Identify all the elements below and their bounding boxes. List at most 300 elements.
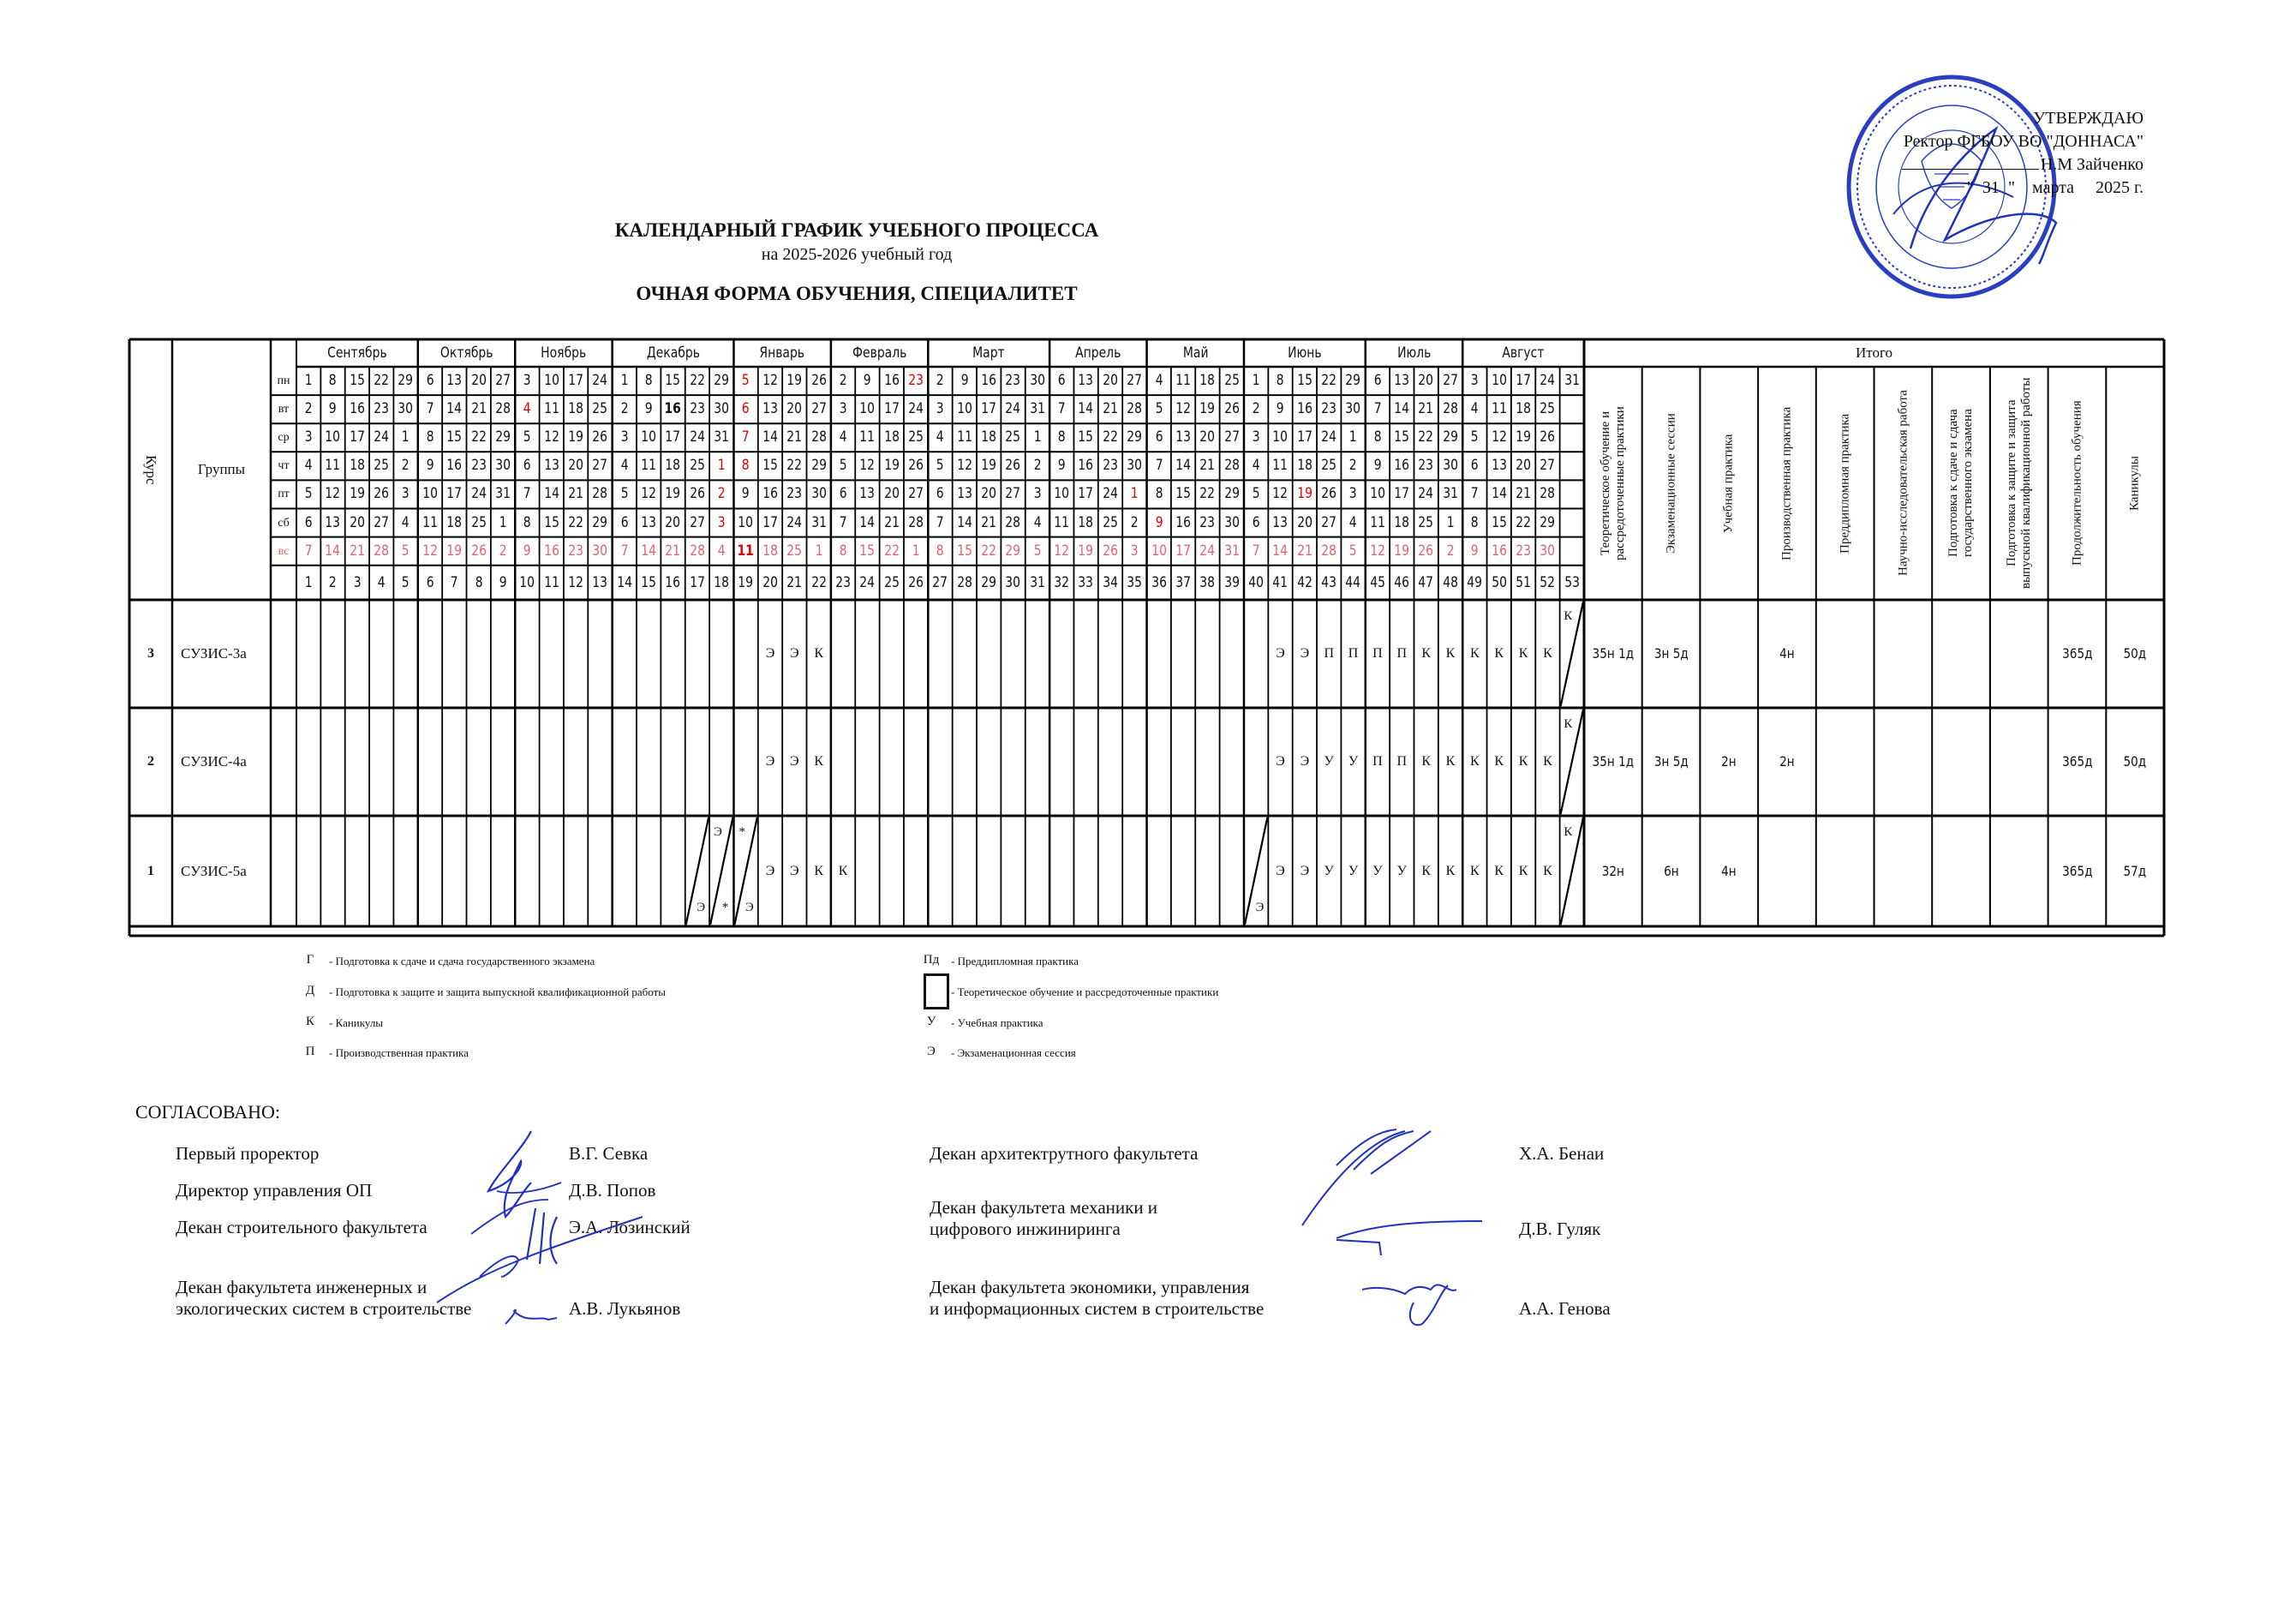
calendar-day: 5 [304,485,313,503]
calendar-day: 14 [1491,485,1507,503]
totals-column-header-7: Подготовка к сдаче и сдача государственного экзамена [1946,409,1976,558]
calendar-day: 28 [690,542,705,560]
calendar-day: 16 [1394,457,1410,475]
calendar-day: 26 [470,542,487,560]
calendar-day: 15 [543,513,559,531]
calendar-day: 19 [1296,485,1312,503]
calendar-day: 14 [641,542,657,560]
calendar-day: 2 [499,542,507,560]
calendar-day: 13 [762,400,778,418]
calendar-day: 20 [1103,372,1118,389]
signatory-position: цифрового инжиниринга [930,1219,1121,1239]
calendar-day: 7 [1252,542,1260,560]
calendar-day: 28 [1223,457,1240,475]
calendar-day: 10 [1054,485,1070,503]
calendar-day: 1 [1349,428,1358,446]
calendar-day: 13 [446,372,463,389]
calendar-day: 5 [1033,542,1042,560]
week-activity-cell: П [1372,646,1383,661]
calendar-day: 15 [762,457,778,475]
signatory-name: Д.В. Попов [569,1180,656,1201]
calendar-day: 18 [446,513,463,531]
weekday-label: сб [278,516,290,530]
split-cell-bottom: Э [1255,901,1265,914]
calendar-day: 19 [883,457,900,475]
calendar-day: 11 [859,428,876,446]
calendar-day: 23 [1418,457,1434,475]
week-number: 15 [641,574,657,591]
calendar-day: 28 [908,513,924,531]
calendar-day: 11 [641,457,657,475]
week-number: 32 [1054,574,1070,591]
calendar-day: 29 [1345,372,1361,389]
calendar-day: 12 [1272,485,1289,503]
calendar-day: 6 [1155,428,1163,446]
week-number: 25 [883,574,900,591]
calendar-day: 13 [1491,457,1507,475]
signatory-position: Декан строительного факультета [176,1217,428,1237]
calendar-day: 1 [912,542,920,560]
row-total-value: 57д [2123,863,2147,879]
calendar-day: 27 [1443,372,1458,389]
calendar-day: 2 [1130,513,1139,531]
calendar-day: 11 [1272,457,1289,475]
week-activity-cell: К [1445,754,1456,769]
calendar-day: 22 [568,513,583,531]
calendar-day: 26 [1321,485,1337,503]
week-number: 31 [1030,574,1045,591]
calendar-day: 21 [1199,457,1216,475]
week-number: 52 [1540,574,1556,591]
week-activity-cell: Э [765,864,775,878]
calendar-day: 10 [859,400,876,418]
row-total-value: 50д [2123,753,2147,770]
week-number: 26 [908,574,924,591]
month-header-2: Октябрь [439,344,493,362]
calendar-day: 5 [1252,485,1260,503]
calendar-day: 4 [304,457,313,475]
calendar-day: 28 [495,400,511,418]
calendar-day: 1 [1252,372,1260,389]
calendar-day: 28 [592,485,608,503]
calendar-day: 24 [786,513,803,531]
week-number: 4 [377,574,386,591]
calendar-day: 21 [1418,400,1434,418]
calendar-day: 30 [810,485,827,503]
week-number: 9 [499,574,507,591]
calendar-day: 27 [495,372,511,389]
calendar-day: 10 [543,372,559,389]
calendar-day: 5 [1349,542,1358,560]
calendar-day: 24 [1540,372,1556,389]
week-number: 20 [762,574,778,591]
totals-column-header-1: Теоретическое обучение и рассредоточенные практики [1598,406,1627,560]
calendar-day: 10 [1151,542,1167,560]
calendar-day: 23 [690,400,705,418]
calendar-day: 5 [1155,400,1163,418]
row-group-name: СУЗИС-3а [181,645,247,662]
calendar-day: 18 [1199,372,1216,389]
row-kurs: 2 [147,754,154,769]
week-activity-cell: К [838,864,848,878]
month-header-8: Апрель [1075,344,1121,362]
calendar-day: 17 [446,485,463,503]
calendar-day: 22 [883,542,900,560]
month-header-10: Июнь [1288,344,1322,362]
week-activity-cell: К [814,864,824,878]
week-activity-cell: К [1494,754,1504,769]
calendar-day: 26 [908,457,924,475]
signatory-position: Директор управления ОП [176,1180,373,1201]
calendar-day: 22 [786,457,803,475]
calendar-day: 4 [1155,372,1163,389]
calendar-day: 15 [1394,428,1410,446]
calendar-day: 6 [523,457,531,475]
calendar-day: 11 [1370,513,1385,531]
week-number: 2 [329,574,337,591]
calendar-day: 29 [592,513,608,531]
calendar-day: 15 [446,428,463,446]
week-activity-cell: Э [790,754,799,769]
calendar-day: 5 [523,428,531,446]
split-cell-bottom: Э [744,901,754,914]
calendar-day: 4 [1470,400,1479,418]
week-number: 14 [616,574,632,591]
signatures-right [1285,1123,1508,1337]
month-header-1: Сентябрь [327,344,387,362]
week-activity-cell: Э [1276,754,1285,769]
signatory-name: Э.А. Лозинский [569,1217,691,1237]
week-number: 1 [304,574,313,591]
row-total-value: 365д [2061,863,2093,879]
split-cell-top: К [1564,825,1573,839]
calendar-day: 8 [523,513,531,531]
calendar-day: 21 [1516,485,1531,503]
calendar-day: 20 [981,485,997,503]
weekday-label: чт [278,459,290,473]
calendar-day: 13 [956,485,972,503]
calendar-day: 1 [717,457,726,475]
calendar-day: 22 [470,428,487,446]
calendar-day: 9 [742,485,750,503]
row-kurs: 3 [147,646,154,661]
week-activity-cell: Э [765,646,775,661]
calendar-day: 12 [1054,542,1070,560]
calendar-day: 23 [568,542,583,560]
split-cell-bottom: * [721,901,729,914]
calendar-day: 18 [1516,400,1531,418]
calendar-day: 2 [1033,457,1042,475]
calendar-day: 2 [839,372,847,389]
calendar-day: 14 [1078,400,1094,418]
legend-symbol: Э [927,1045,936,1058]
calendar-day: 29 [1443,428,1458,446]
calendar-day: 20 [1418,372,1434,389]
week-number: 49 [1467,574,1483,591]
calendar-day: 3 [304,428,313,446]
week-activity-cell: Э [1300,864,1310,878]
calendar-day: 18 [981,428,997,446]
calendar-day: 11 [1054,513,1070,531]
calendar-day: 4 [523,400,531,418]
signatory-name: В.Г. Севка [569,1143,649,1164]
calendar-day: 23 [908,372,924,389]
signatory-name: А.В. Лукьянов [569,1298,681,1319]
week-number: 33 [1078,574,1094,591]
calendar-day: 3 [1470,372,1479,389]
week-activity-cell: Э [1300,754,1310,769]
legend-symbol: П [305,1045,315,1058]
week-activity-cell: К [1470,864,1480,878]
row-total-value: 3н 5д [1653,645,1689,662]
calendar-day: 17 [762,513,778,531]
calendar-day: 7 [304,542,313,560]
weekday-label: пт [278,488,290,501]
calendar-day: 2 [402,457,410,475]
calendar-day: 26 [592,428,608,446]
calendar-day: 24 [470,485,487,503]
calendar-day: 2 [717,485,726,503]
calendar-day: 30 [1540,542,1556,560]
calendar-day: 9 [1277,400,1284,418]
calendar-day: 8 [1470,513,1479,531]
calendar-day: 28 [1005,513,1021,531]
week-activity-cell: К [1494,864,1504,878]
week-number: 27 [932,574,948,591]
calendar-day: 23 [1516,542,1531,560]
calendar-day: 12 [641,485,657,503]
week-activity-cell: К [1518,754,1528,769]
calendar-day: 27 [374,513,390,531]
weekday-label: вс [278,544,290,558]
calendar-day: 25 [908,428,924,446]
week-activity-cell: К [1445,646,1456,661]
calendar-day: 24 [1005,400,1021,418]
calendar-day: 13 [1394,372,1410,389]
week-number: 16 [665,574,681,591]
calendar-day: 1 [1130,485,1139,503]
week-activity-cell: К [1421,646,1431,661]
calendar-day: 9 [1373,457,1382,475]
row-total-value: 3н 5д [1653,753,1689,770]
calendar-day: 13 [1175,428,1191,446]
totals-column-header-5: Преддипломная практика [1838,413,1852,554]
calendar-day: 21 [568,485,583,503]
week-number: 39 [1223,574,1240,591]
calendar-day: 16 [883,372,900,389]
calendar-day: 20 [349,513,365,531]
week-number: 36 [1151,574,1167,591]
approval-date: " 31 " марта 2025 г. [1966,178,2144,197]
week-number: 34 [1103,574,1118,591]
calendar-day: 19 [446,542,463,560]
calendar-day: 11 [325,457,341,475]
week-activity-cell: У [1324,864,1334,878]
week-number: 18 [714,574,730,591]
calendar-day: 7 [620,542,629,560]
calendar-day: 11 [1491,400,1507,418]
calendar-day: 12 [543,428,559,446]
calendar-day: 19 [349,485,365,503]
week-number: 43 [1321,574,1337,591]
calendar-day: 20 [786,400,803,418]
week-number: 35 [1127,574,1143,591]
calendar-day: 19 [1516,428,1531,446]
calendar-day: 2 [1349,457,1358,475]
calendar-day: 9 [863,372,871,389]
week-number: 42 [1296,574,1312,591]
calendar-day: 5 [402,542,410,560]
calendar-day: 1 [402,428,410,446]
week-activity-cell: П [1324,646,1334,661]
calendar-day: 11 [1175,372,1191,389]
calendar-day: 15 [349,372,365,389]
split-cell-bottom: Э [697,901,706,914]
week-activity-cell: У [1348,864,1359,878]
calendar-day: 24 [1418,485,1434,503]
legend-symbol: Д [305,984,315,997]
calendar-day: 24 [592,372,608,389]
weekday-label: вт [278,403,290,416]
calendar-day: 3 [1130,542,1139,560]
week-number: 28 [956,574,972,591]
calendar-day: 2 [1252,400,1260,418]
calendar-day: 12 [859,457,876,475]
week-activity-cell: К [814,646,824,661]
week-activity-cell: Э [790,646,799,661]
calendar-day: 22 [690,372,705,389]
legend-text: - Каникулы [329,1016,384,1029]
week-number: 21 [786,574,803,591]
legend-text: - Подготовка к сдаче и сдача государственного экзамена [329,955,595,967]
week-number: 17 [690,574,705,591]
totals-column-header-6: Научно-исследовательская работа [1895,390,1910,577]
week-number: 44 [1345,574,1361,591]
calendar-day: 22 [1321,372,1337,389]
calendar-day: 17 [349,428,365,446]
row-group-name: СУЗИС-4а [181,753,247,770]
calendar-day: 2 [620,400,629,418]
week-activity-cell: У [1372,864,1383,878]
calendar-day: 31 [495,485,511,503]
week-number: 47 [1418,574,1434,591]
calendar-day: 4 [717,542,726,560]
calendar-day: 25 [1223,372,1240,389]
week-activity-cell: К [1421,864,1431,878]
calendar-day: 27 [1005,485,1021,503]
calendar-day: 3 [936,400,944,418]
calendar-day: 26 [1418,542,1434,560]
week-activity-cell: К [1445,864,1456,878]
calendar-day: 5 [839,457,847,475]
calendar-day: 10 [956,400,972,418]
week-activity-cell: Э [1300,646,1310,661]
calendar-day: 7 [936,513,944,531]
row-total-value: 50д [2123,645,2147,662]
calendar-day: 29 [1005,542,1021,560]
row-total-value: 2н [1721,753,1737,770]
calendar-day: 8 [742,457,750,475]
calendar-day: 18 [883,428,900,446]
calendar-day: 10 [1272,428,1289,446]
signatory-name: А.А. Генова [1519,1298,1611,1319]
calendar-day: 22 [374,372,390,389]
calendar-day: 4 [1349,513,1358,531]
calendar-day: 22 [981,542,997,560]
calendar-day: 11 [543,400,559,418]
calendar-day: 29 [1540,513,1556,531]
calendar-day: 26 [1005,457,1021,475]
calendar-day: 8 [1373,428,1382,446]
calendar-day: 25 [592,400,608,418]
calendar-day: 26 [690,485,705,503]
legend-text: - Преддипломная практика [951,955,1079,967]
week-number: 10 [519,574,535,591]
calendar-day: 10 [641,428,657,446]
legend-symbol: У [926,1015,936,1028]
calendar-day: 21 [1103,400,1118,418]
week-number: 3 [353,574,362,591]
study-form: ОЧНАЯ ФОРМА ОБУЧЕНИЯ, СПЕЦИАЛИТЕТ [636,283,1078,304]
calendar-day: 8 [644,372,653,389]
calendar-day: 16 [446,457,463,475]
split-cell-top: * [738,825,745,839]
week-activity-cell: П [1348,646,1359,661]
calendar-day: 19 [981,457,997,475]
calendar-day: 22 [1418,428,1434,446]
signatory-position: Первый проректор [176,1143,320,1164]
calendar-day: 30 [1345,400,1361,418]
calendar-day: 22 [1516,513,1531,531]
calendar-day: 3 [620,428,629,446]
calendar-day: 9 [1470,542,1479,560]
week-activity-cell: К [1543,754,1552,769]
calendar-day: 27 [592,457,608,475]
calendar-day: 16 [349,400,365,418]
calendar-day: 30 [1127,457,1143,475]
split-cell-top: К [1564,717,1573,731]
calendar-day: 9 [523,542,531,560]
signatory-position: Декан факультета экономики, управления [930,1277,1250,1297]
calendar-day: 17 [1516,372,1531,389]
calendar-day: 24 [908,400,924,418]
calendar-day: 8 [329,372,337,389]
calendar-day: 22 [1199,485,1216,503]
calendar-day: 13 [859,485,876,503]
signatures-left [420,1114,694,1337]
legend-text: - Экзаменационная сессия [951,1046,1076,1059]
calendar-day: 25 [374,457,390,475]
calendar-day: 1 [1033,428,1042,446]
calendar-day: 24 [690,428,705,446]
calendar-day: 5 [936,457,944,475]
row-total-value: 32н [1601,863,1624,879]
calendar-day: 26 [1103,542,1118,560]
signatory-position: Декан факультета инженерных и [176,1277,428,1297]
calendar-day: 9 [329,400,337,418]
calendar-day: 1 [304,372,313,389]
calendar-day: 2 [936,372,944,389]
calendar-day: 25 [1418,513,1434,531]
split-cell-top: К [1564,609,1573,623]
calendar-day: 5 [742,372,750,389]
legend-symbol: Г [306,953,314,967]
legend-text: - Теоретическое обучение и рассредоточенные практики [951,985,1219,998]
calendar-day: 23 [786,485,803,503]
calendar-day: 15 [859,542,876,560]
calendar-day: 19 [786,372,803,389]
calendar-day: 19 [1078,542,1094,560]
